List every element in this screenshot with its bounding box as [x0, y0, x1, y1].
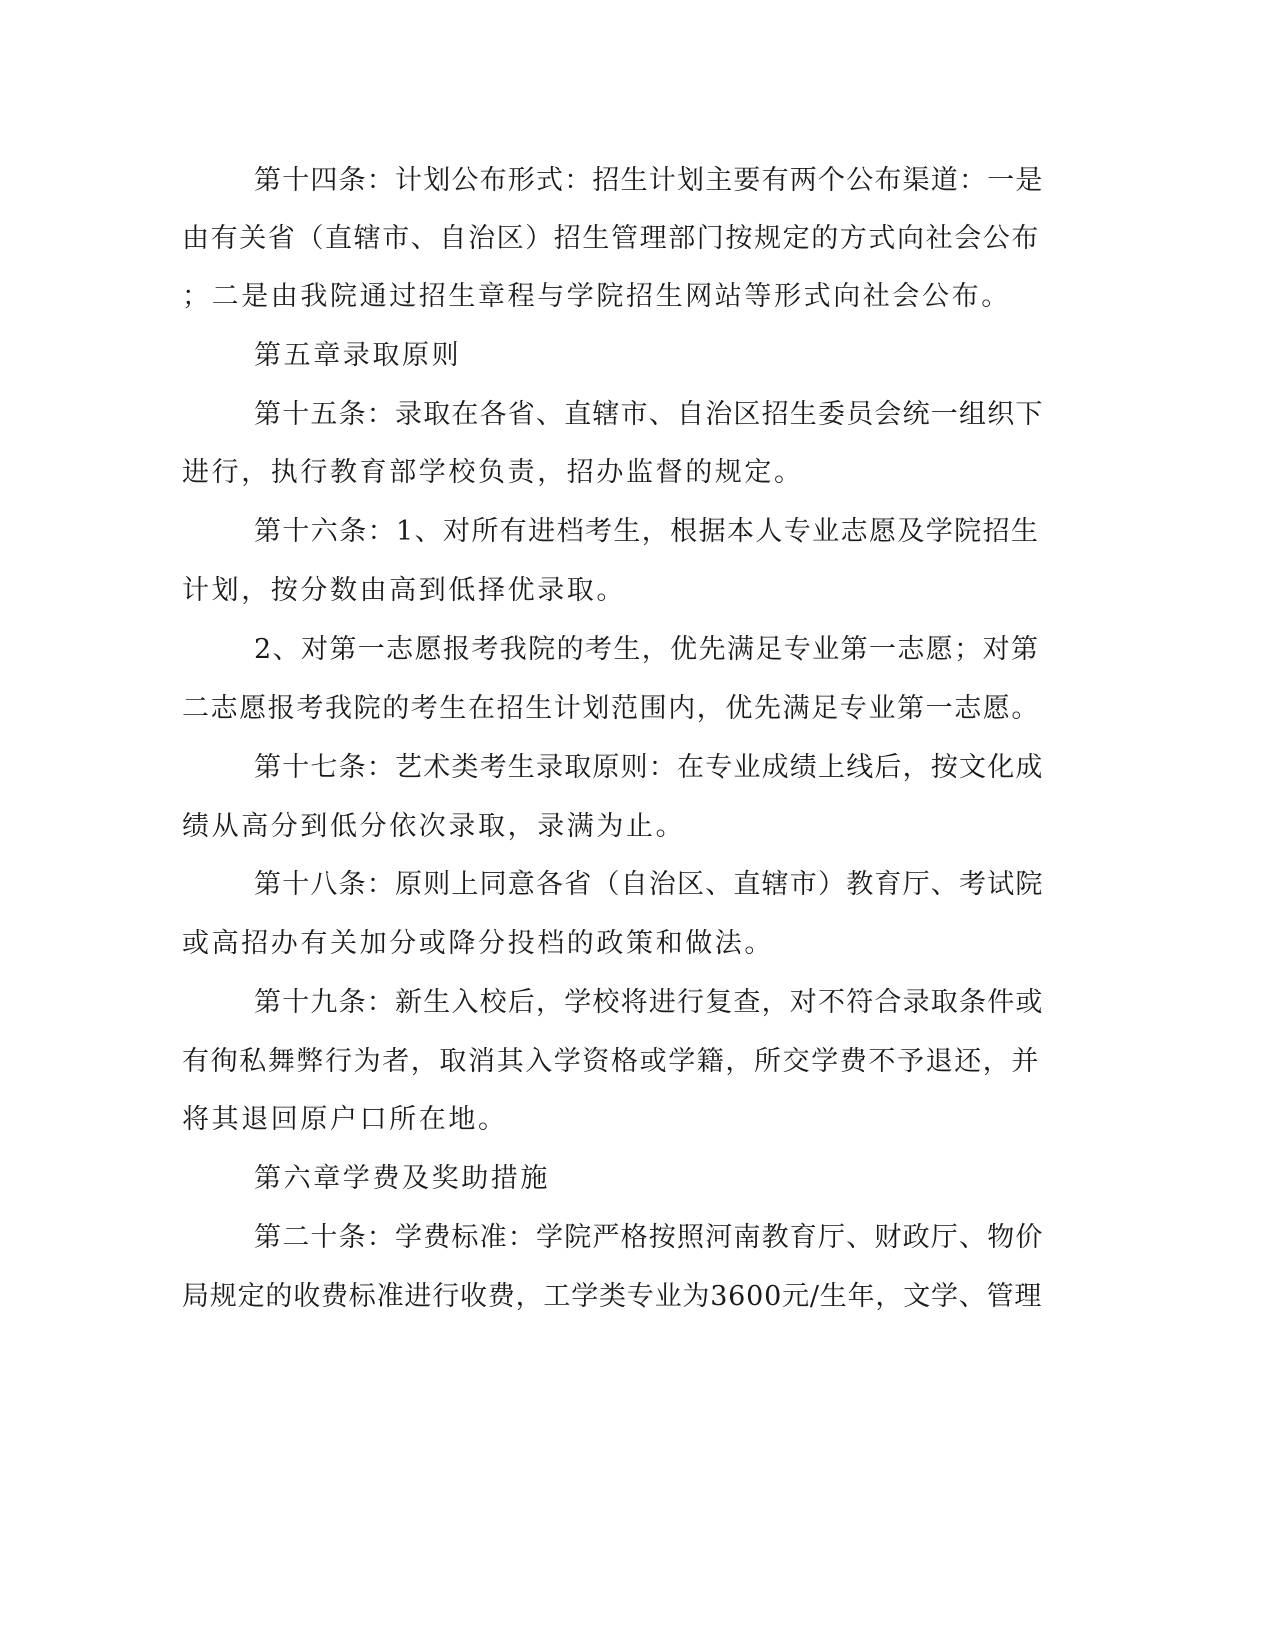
- article-19-line-3: 将其退回原户口所在地。: [182, 1104, 508, 1135]
- article-14-line-2: 由有关省（直辖市、自治区）招生管理部门按规定的方式向社会公布: [182, 223, 1040, 254]
- article-18-line-2: 或高招办有关加分或降分投档的政策和做法。: [182, 928, 774, 959]
- article-15-line-2: 进行，执行教育部学校负责，招办监督的规定。: [182, 457, 804, 488]
- chapter-6-heading: 第六章学费及奖助措施: [254, 1163, 550, 1194]
- article-19-line-2: 有徇私舞弊行为者，取消其入学资格或学籍，所交学费不予退还，并: [182, 1046, 1040, 1077]
- article-16-item-2-line-1: 2、对第一志愿报考我院的考生，优先满足专业第一志愿；对第: [254, 634, 1040, 665]
- article-17-line-1: 第十七条：艺术类考生录取原则：在专业成绩上线后，按文化成: [254, 752, 1044, 783]
- article-14-line-3: ；二是由我院通过招生章程与学院招生网站等形式向社会公布。: [182, 281, 1011, 312]
- article-17-line-2: 绩从高分到低分依次录取，录满为止。: [182, 811, 686, 842]
- article-18-line-1: 第十八条：原则上同意各省（自治区、直辖市）教育厅、考试院: [254, 869, 1044, 900]
- article-15-line-1: 第十五条：录取在各省、直辖市、自治区招生委员会统一组织下: [254, 399, 1044, 430]
- article-16-item-2-line-2: 二志愿报考我院的考生在招生计划范围内，优先满足专业第一志愿。: [182, 693, 1040, 724]
- chapter-5-heading: 第五章录取原则: [254, 340, 462, 371]
- article-14-line-1: 第十四条：计划公布形式：招生计划主要有两个公布渠道：一是: [254, 165, 1044, 196]
- article-20-line-1: 第二十条：学费标准：学院严格按照河南教育厅、财政厅、物价: [254, 1222, 1044, 1253]
- article-16-line-1: 第十六条：1、对所有进档考生，根据本人专业志愿及学院招生: [254, 516, 1040, 547]
- article-20-line-2: 局规定的收费标准进行收费，工学类专业为3600元/生年，文学、管理: [182, 1281, 1043, 1312]
- article-19-line-1: 第十九条：新生入校后，学校将进行复查，对不符合录取条件或: [254, 987, 1044, 1018]
- article-16-line-2: 计划，按分数由高到低择优录取。: [182, 575, 626, 606]
